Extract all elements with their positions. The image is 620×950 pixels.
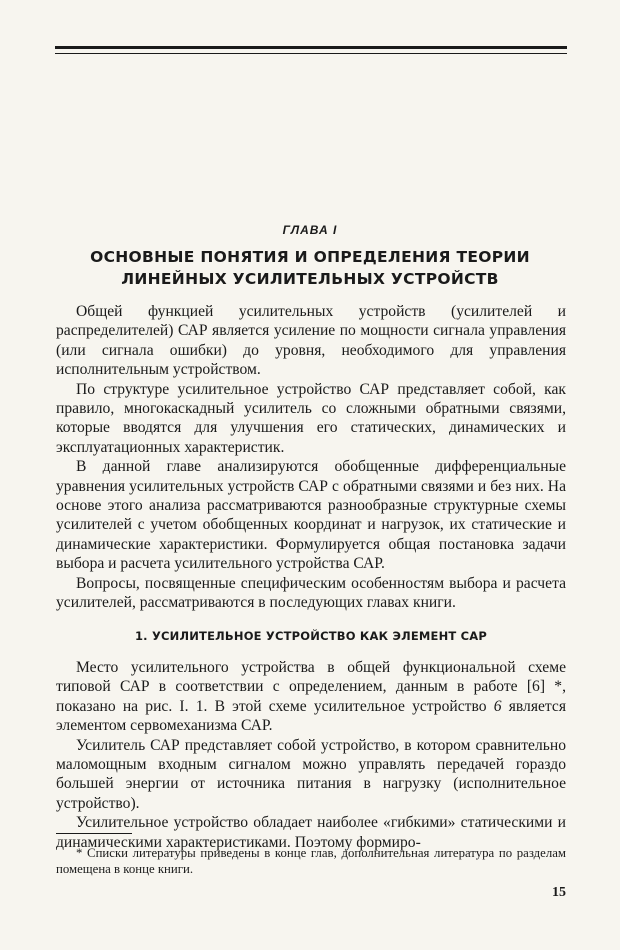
footnote-text: * Списки литературы приведены в конце глав, дополнительная литература по разделам помещена в конце книги. [56, 846, 566, 876]
intro-paragraph-1: Общей функцией усилительных устройств (усилителей и распределителей) САР является усиление по мощности сигнала управления (или сигнала ошибки) до уровня, необходимого для управления исполнительным устройством. [56, 303, 566, 379]
figure-element-number: 6 [493, 697, 502, 715]
intro-paragraph-2: По структуре усилительное устройство САР представляет собой, как правило, многокаскадный усилитель со сложными обратными связями, которые вводятся для улучшения его статических, динамических и эксплуатационных характеристик. [56, 380, 566, 456]
section-paragraph-3: Усилительное устройство обладает наиболее «гибкими» статическими и динамическими характеристиками. Поэтому формиро- [56, 814, 566, 851]
section-paragraph-1 [56, 658, 566, 736]
chapter-title [60, 246, 560, 290]
section-paragraph-1-text: Место усилительного устройства в общей функциональной схеме типовой САР в соответствии с определением, данным в работе [6] *, показано на рис. I. 1. В этой схеме усилительное устройство [56, 658, 566, 715]
page-number: 15 [552, 885, 566, 900]
footnote-rule [56, 833, 132, 834]
footnote [56, 845, 566, 877]
chapter-title-line-1: ОСНОВНЫЕ ПОНЯТИЯ И ОПРЕДЕЛЕНИЯ ТЕОРИИ [90, 248, 530, 266]
section-heading: 1. УСИЛИТЕЛЬНОЕ УСТРОЙСТВО КАК ЭЛЕМЕНТ САР [134, 628, 488, 643]
section-paragraph-1-tail: является элементом сервомеханизма САР. [56, 697, 567, 735]
section-paragraph-2: Усилитель САР представляет собой устройство, в котором сравнительно маломощным входным сигналом можно управлять передачей гораздо большей энергии от источника питания в нагрузку (исполнительное устройство). [56, 736, 566, 812]
intro-paragraph-4: Вопросы, посвященные специфическим особенностям выбора и расчета усилителей, рассматриваются в последующих главах книги. [56, 574, 566, 612]
body-text [56, 302, 566, 852]
intro-paragraph-3: В данной главе анализируются обобщенные дифференциальные уравнения усилительных устройств САР с обратными связями и без них. На основе этого анализа рассматриваются разнообразные структурные схемы усилителей с учетом обобщенных координат и нагрузок, их статические и динамические характеристики. Формулируется общая постановка задачи выбора и расчета усилительного устройства САР. [56, 458, 566, 573]
chapter-label: ГЛАВА I [282, 223, 338, 237]
chapter-title-line-2: ЛИНЕЙНЫХ УСИЛИТЕЛЬНЫХ УСТРОЙСТВ [121, 270, 499, 288]
header-rule [55, 46, 567, 54]
